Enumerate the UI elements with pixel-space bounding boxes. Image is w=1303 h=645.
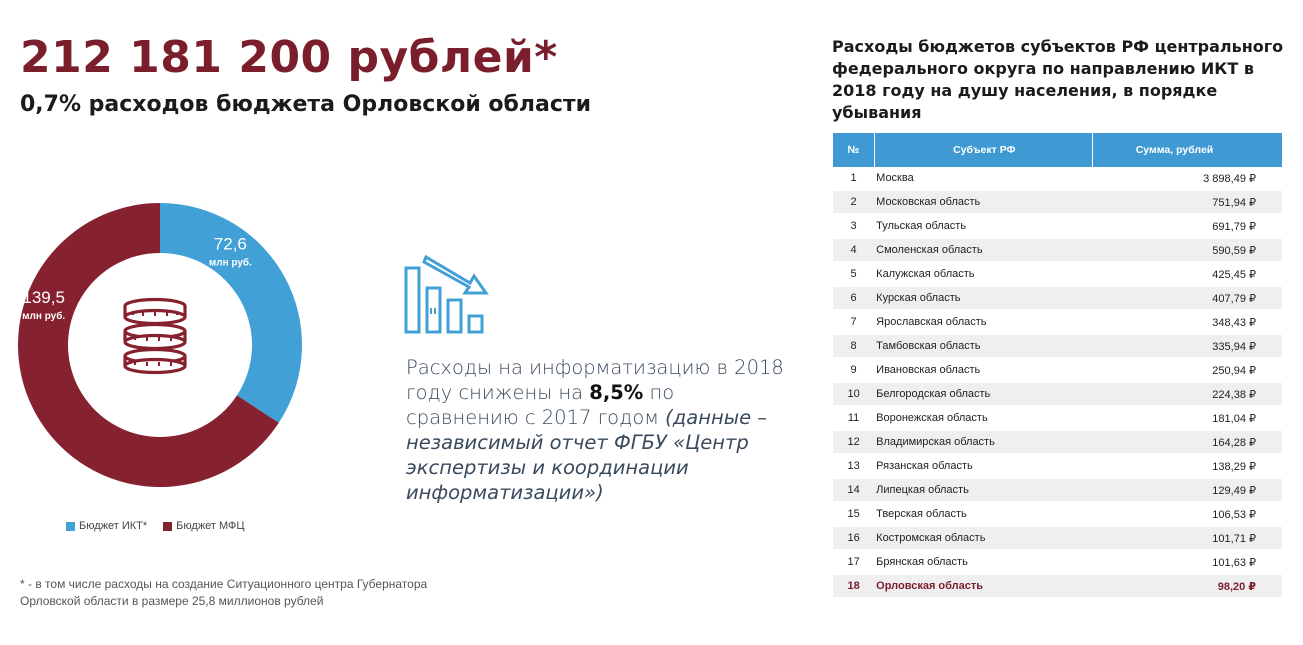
- cell-sum: 751,94 ₽: [1092, 190, 1282, 214]
- cell-region: Тульская область: [874, 214, 1092, 238]
- table-row: [833, 430, 1282, 454]
- legend-swatch-mfc: [163, 522, 172, 531]
- cell-sum: 224,38 ₽: [1092, 382, 1282, 406]
- table-row: [833, 550, 1282, 574]
- cell-number: 12: [833, 430, 874, 454]
- footnote: [20, 576, 480, 610]
- cell-sum: 164,28 ₽: [1092, 430, 1282, 454]
- cell-region: Московская область: [874, 190, 1092, 214]
- cell-number: 3: [833, 214, 874, 238]
- cell-number: 8: [833, 334, 874, 358]
- cell-number: 18: [833, 574, 874, 598]
- slice-value-label: 139,5: [22, 288, 65, 308]
- table-row: [833, 454, 1282, 478]
- table-row: [833, 334, 1282, 358]
- cell-sum: 3 898,49 ₽: [1092, 167, 1282, 190]
- table-row: [833, 214, 1282, 238]
- cell-region: Воронежская область: [874, 406, 1092, 430]
- cell-number: 7: [833, 310, 874, 334]
- slice-unit-label: млн руб.: [208, 257, 252, 269]
- cell-sum: 348,43 ₽: [1092, 310, 1282, 334]
- cell-region: Тверская область: [874, 502, 1092, 526]
- legend-item-mfc: [163, 520, 244, 532]
- table-row: [833, 286, 1282, 310]
- budget-donut-chart: [0, 185, 320, 505]
- cell-number: 4: [833, 238, 874, 262]
- cell-region: Смоленская область: [874, 238, 1092, 262]
- cell-number: 14: [833, 478, 874, 502]
- table-row: [833, 502, 1282, 526]
- cell-region: Белгородская область: [874, 382, 1092, 406]
- cell-sum: 590,59 ₽: [1092, 238, 1282, 262]
- cell-sum: 181,04 ₽: [1092, 406, 1282, 430]
- cell-number: 13: [833, 454, 874, 478]
- page-subtitle: 0,7% расходов бюджета Орловской области: [20, 92, 592, 117]
- cell-region: Тамбовская область: [874, 334, 1092, 358]
- footnote-line-2: Орловской области в размере 25,8 миллионов рублей: [20, 594, 324, 608]
- table-row: [833, 406, 1282, 430]
- coins-icon: [125, 300, 185, 373]
- table-row: [833, 382, 1282, 406]
- cell-sum: 691,79 ₽: [1092, 214, 1282, 238]
- cell-region: Ярославская область: [874, 310, 1092, 334]
- cell-region: Рязанская область: [874, 454, 1092, 478]
- column-header-number: №: [833, 133, 874, 167]
- statement-source: (данные – независимый отчет ФГБУ «Центр экспертизы и координации информатизации»): [406, 406, 768, 504]
- informatization-statement: [406, 355, 786, 505]
- cell-number: 17: [833, 550, 874, 574]
- column-header-sum: Сумма, рублей: [1092, 133, 1282, 167]
- cell-number: 16: [833, 526, 874, 550]
- cell-region: Липецкая область: [874, 478, 1092, 502]
- table-header-row: [833, 133, 1282, 167]
- cell-region: Орловская область: [874, 574, 1092, 598]
- cell-number: 9: [833, 358, 874, 382]
- cell-sum: 407,79 ₽: [1092, 286, 1282, 310]
- slice-value-label: 72,6: [213, 234, 247, 254]
- regions-ranking-table: [833, 133, 1282, 599]
- donut-svg: [0, 185, 320, 505]
- cell-number: 6: [833, 286, 874, 310]
- cell-sum: 250,94 ₽: [1092, 358, 1282, 382]
- cell-region: Костромская область: [874, 526, 1092, 550]
- footnote-line-1: * - в том числе расходы на создание Ситуационного центра Губернатора: [20, 577, 428, 591]
- slice-unit-label: млн руб.: [22, 311, 66, 323]
- table-row: [833, 190, 1282, 214]
- legend-label-ikt: Бюджет ИКТ*: [79, 520, 148, 532]
- declining-bars-icon: [400, 250, 492, 338]
- cell-region: Брянская область: [874, 550, 1092, 574]
- cell-region: Москва: [874, 167, 1092, 190]
- cell-sum: 138,29 ₽: [1092, 454, 1282, 478]
- table-title: Расходы бюджетов субъектов РФ центрального федерального округа по направлению ИКТ в 2018 году на душу населения, в порядке убывания: [832, 37, 1284, 122]
- page-title: 212 181 200 рублей*: [20, 32, 558, 83]
- table-row: [833, 574, 1282, 598]
- legend-swatch-ikt: [66, 522, 75, 531]
- cell-number: 2: [833, 190, 874, 214]
- statement-text-1: Расходы на информатизацию в 2018 году снижены на: [406, 356, 784, 404]
- table-row: [833, 358, 1282, 382]
- table-row: [833, 310, 1282, 334]
- table-row: [833, 238, 1282, 262]
- cell-number: 1: [833, 167, 874, 190]
- cell-sum: 129,49 ₽: [1092, 478, 1282, 502]
- table-row: [833, 167, 1282, 190]
- chart-legend: [66, 520, 245, 532]
- statement-percent: 8,5%: [589, 381, 644, 404]
- cell-sum: 101,63 ₽: [1092, 550, 1282, 574]
- table-row: [833, 526, 1282, 550]
- cell-region: Владимирская область: [874, 430, 1092, 454]
- table-row: [833, 262, 1282, 286]
- cell-sum: 425,45 ₽: [1092, 262, 1282, 286]
- cell-region: Курская область: [874, 286, 1092, 310]
- cell-number: 5: [833, 262, 874, 286]
- cell-number: 10: [833, 382, 874, 406]
- cell-sum: 101,71 ₽: [1092, 526, 1282, 550]
- cell-sum: 106,53 ₽: [1092, 502, 1282, 526]
- cell-number: 15: [833, 502, 874, 526]
- cell-sum: 335,94 ₽: [1092, 334, 1282, 358]
- legend-item-ikt: [66, 520, 147, 532]
- table-row: [833, 478, 1282, 502]
- cell-sum: 98,20 ₽: [1092, 574, 1282, 598]
- cell-region: Калужская область: [874, 262, 1092, 286]
- cell-number: 11: [833, 406, 874, 430]
- cell-region: Ивановская область: [874, 358, 1092, 382]
- statement-text-2: по сравнению с 2017 годом: [406, 381, 675, 429]
- column-header-region: Субъект РФ: [874, 133, 1092, 167]
- legend-label-mfc: Бюджет МФЦ: [176, 520, 245, 532]
